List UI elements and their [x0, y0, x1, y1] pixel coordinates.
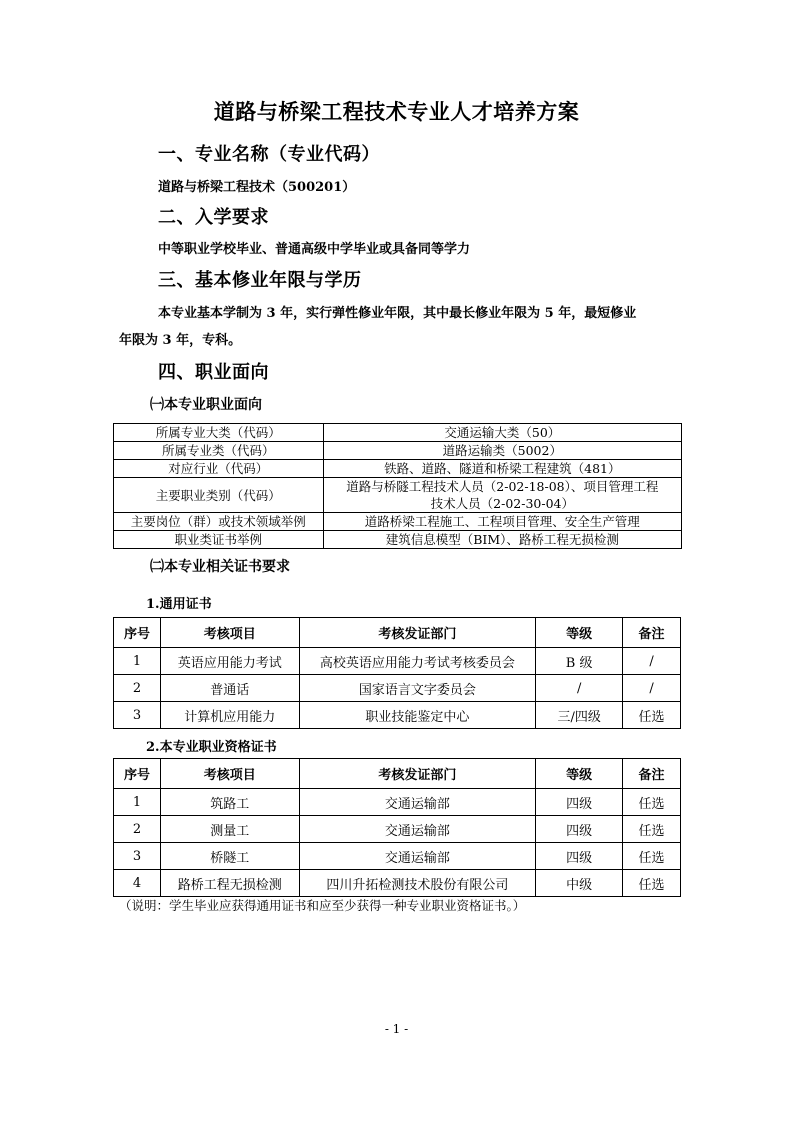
table-cell: 3 [114, 702, 161, 729]
table-row [114, 442, 682, 460]
table-cell: 建筑信息模型（BIM）、路桥工程无损检测 [323, 531, 681, 549]
section-4-heading: 四、职业面向 [158, 362, 269, 383]
column-header: 序号 [114, 759, 161, 789]
general-certificate-table [113, 617, 681, 729]
table-row [114, 702, 681, 729]
occupation-subheading: ㈠本专业职业面向 [150, 397, 262, 413]
table-cell: 1 [114, 789, 161, 816]
section-1-heading: 一、专业名称（专业代码） [158, 144, 380, 165]
table-row [114, 675, 681, 702]
table-cell: 英语应用能力考试 [160, 648, 299, 675]
table-cell: 道路运输类（5002） [323, 442, 681, 460]
table-row [114, 424, 682, 442]
table-cell: 四级 [536, 816, 623, 843]
column-header: 序号 [114, 618, 161, 648]
table-cell: 四川升拓检测技术股份有限公司 [299, 870, 536, 897]
table-cell: 职业类证书举例 [114, 531, 324, 549]
column-header: 考核发证部门 [299, 618, 536, 648]
table-cell: 铁路、道路、隧道和桥梁工程建筑（481） [323, 460, 681, 478]
table-cell: 桥隧工 [160, 843, 299, 870]
table-cell: 路桥工程无损检测 [160, 870, 299, 897]
table-row [114, 789, 681, 816]
column-header: 等级 [536, 618, 623, 648]
table-cell: 四级 [536, 789, 623, 816]
cell-line: 道路与桥隧工程技术人员（2-02-18-08）、项目管理工程 [346, 479, 659, 494]
certificate-subheading: ㈡本专业相关证书要求 [150, 559, 290, 575]
table-cell: / [623, 648, 681, 675]
table-row [114, 513, 682, 531]
table-cell: / [623, 675, 681, 702]
occupation-table [113, 423, 682, 549]
table-row [114, 460, 682, 478]
table-cell: B 级 [536, 648, 623, 675]
section-1-text: 道路与桥梁工程技术（500201） [158, 180, 356, 195]
table-cell: 4 [114, 870, 161, 897]
table-cell: 交通运输部 [299, 816, 536, 843]
column-header: 考核发证部门 [299, 759, 536, 789]
table-cell: 3 [114, 843, 161, 870]
document-title: 道路与桥梁工程技术专业人才培养方案 [213, 99, 580, 124]
section-3-line-2: 年限为 3 年，专科。 [119, 333, 242, 348]
table-row [114, 531, 682, 549]
table-cell: 主要职业类别（代码） [114, 478, 324, 513]
table-cell: 所属专业大类（代码） [114, 424, 324, 442]
section-3-heading: 三、基本修业年限与学历 [158, 270, 362, 291]
table-cell: 所属专业类（代码） [114, 442, 324, 460]
column-header: 备注 [623, 759, 681, 789]
table-cell: 任选 [623, 702, 681, 729]
table-row [114, 816, 681, 843]
table-header-row [114, 618, 681, 648]
vocational-certificate-table [113, 758, 681, 897]
page-number: - 1 - [384, 1022, 409, 1036]
table-cell: 交通运输大类（50） [323, 424, 681, 442]
column-header: 考核项目 [160, 618, 299, 648]
vocational-certificate-title: 2.本专业职业资格证书 [146, 740, 277, 755]
table-header-row [114, 759, 681, 789]
certificate-note: （说明：学生毕业应获得通用证书和应至少获得一种专业职业资格证书。） [119, 898, 526, 913]
table-cell: 四级 [536, 843, 623, 870]
table-cell: 2 [114, 816, 161, 843]
table-cell: 筑路工 [160, 789, 299, 816]
table-cell: 国家语言文字委员会 [299, 675, 536, 702]
table-row [114, 843, 681, 870]
table-row [114, 648, 681, 675]
table-cell: 任选 [623, 843, 681, 870]
section-2-text: 中等职业学校毕业、普通高级中学毕业或具备同等学力 [158, 242, 471, 257]
table-cell: 计算机应用能力 [160, 702, 299, 729]
column-header: 考核项目 [160, 759, 299, 789]
section-3-line-1: 本专业基本学制为 3 年，实行弹性修业年限，其中最长修业年限为 5 年，最短修业 [158, 306, 637, 321]
section-2-heading: 二、入学要求 [158, 207, 269, 228]
table-cell: 普通话 [160, 675, 299, 702]
table-cell: 任选 [623, 870, 681, 897]
table-cell: 主要岗位（群）或技术领域举例 [114, 513, 324, 531]
general-certificate-title: 1.通用证书 [146, 597, 212, 612]
table-cell: 测量工 [160, 816, 299, 843]
column-header: 备注 [623, 618, 681, 648]
table-cell: 1 [114, 648, 161, 675]
table-row [114, 478, 682, 513]
column-header: 等级 [536, 759, 623, 789]
table-cell: 高校英语应用能力考试考核委员会 [299, 648, 536, 675]
table-cell: 交通运输部 [299, 789, 536, 816]
table-cell [323, 478, 681, 513]
cell-line: 技术人员（2-02-30-04） [430, 496, 574, 511]
table-cell: 任选 [623, 789, 681, 816]
table-cell: 2 [114, 675, 161, 702]
table-cell: 对应行业（代码） [114, 460, 324, 478]
table-cell: 道路桥梁工程施工、工程项目管理、安全生产管理 [323, 513, 681, 531]
table-cell: 职业技能鉴定中心 [299, 702, 536, 729]
table-cell: / [536, 675, 623, 702]
table-row [114, 870, 681, 897]
table-cell: 任选 [623, 816, 681, 843]
table-cell: 三/四级 [536, 702, 623, 729]
table-cell: 交通运输部 [299, 843, 536, 870]
table-cell: 中级 [536, 870, 623, 897]
